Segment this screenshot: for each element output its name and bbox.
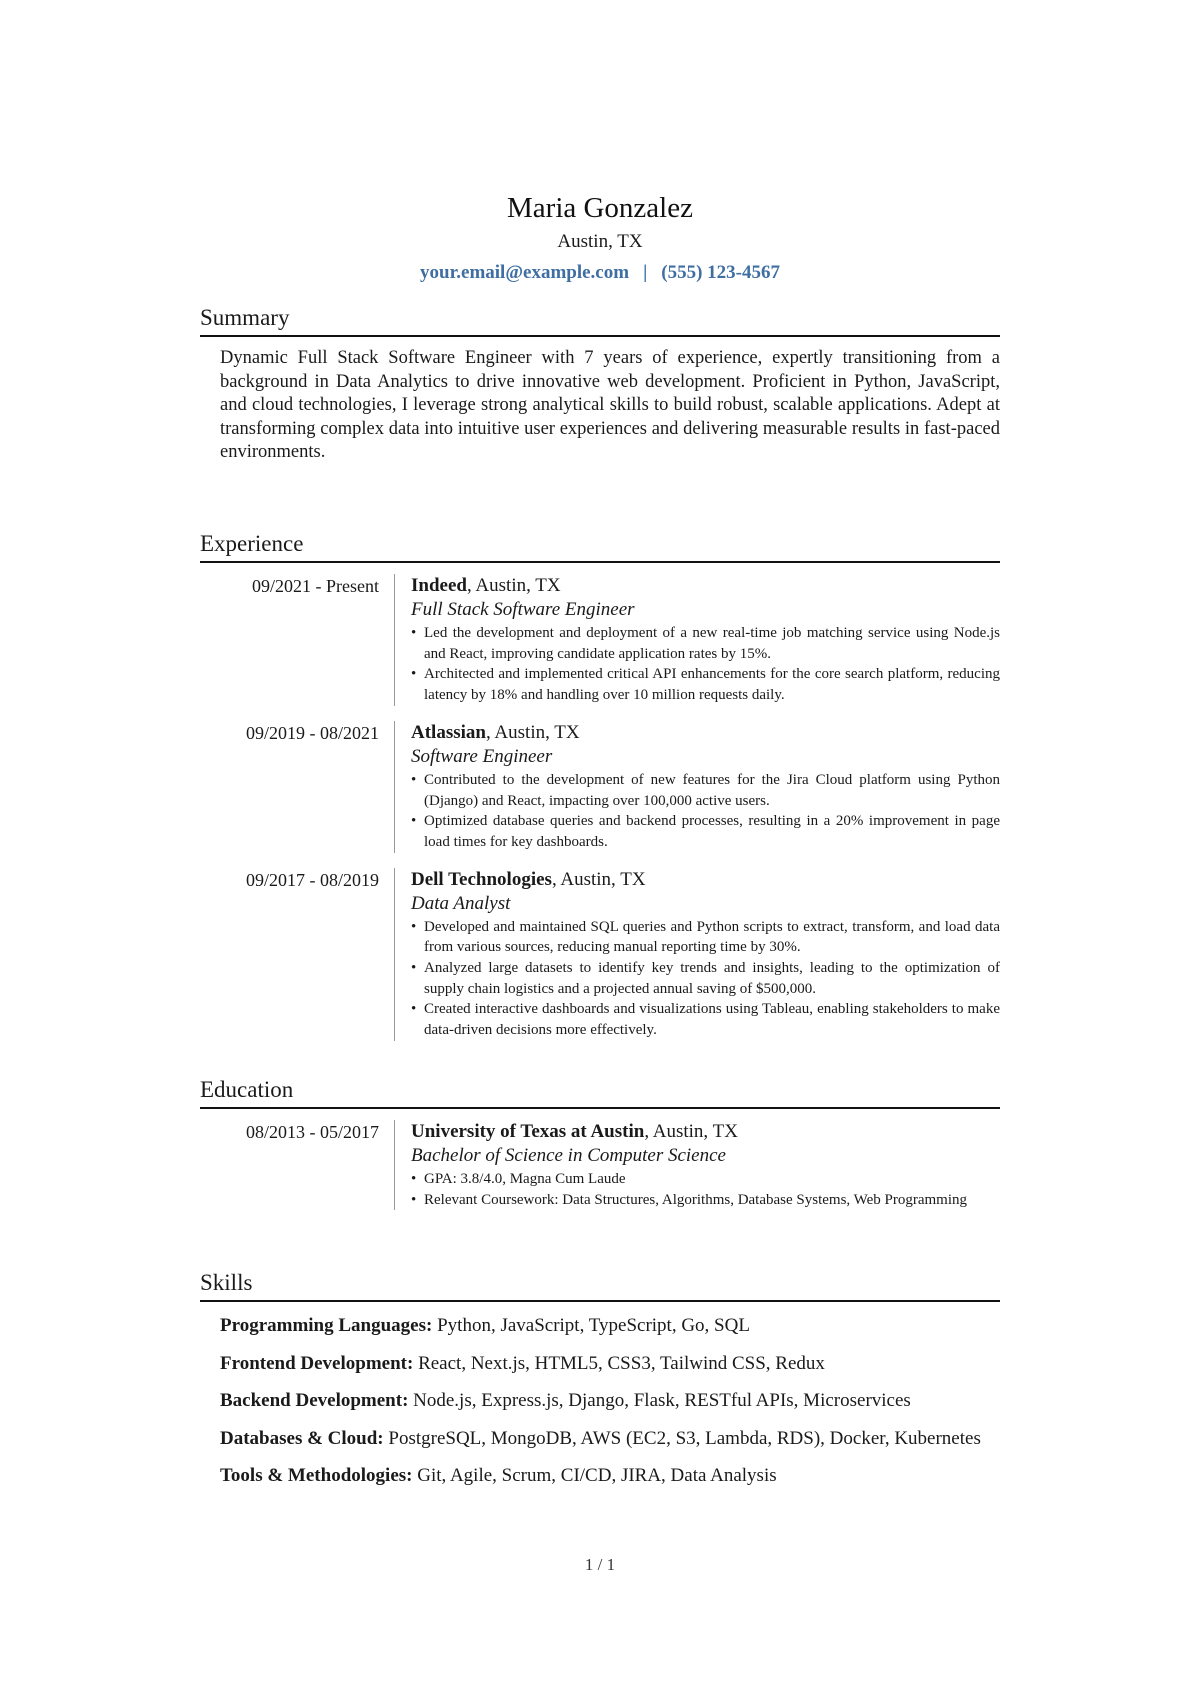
candidate-location: Austin, TX <box>557 231 643 252</box>
education-entry <box>220 1120 1000 1210</box>
skill-label: Frontend Development: <box>220 1352 414 1374</box>
section-title-summary: Summary <box>200 303 1000 337</box>
skill-value: React, Next.js, HTML5, CSS3, Tailwind CSS, Redux <box>413 1352 825 1374</box>
experience-entry <box>220 721 1000 853</box>
summary-text: Dynamic Full Stack Software Engineer with 7 years of experience, expertly transitioning from a background in Data Analytics to drive innovative web development. Proficient in Python, JavaScript, and cloud technologies, I leverage strong analytical skills to build robust, scalable applications. Adept at transforming complex data into intuitive user experiences and delivering measurable results in fast-paced environments. <box>220 348 1000 462</box>
experience-section <box>200 529 1000 1041</box>
bullet-item: • Relevant Coursework: Data Structures, Algorithms, Database Systems, Web Programming <box>411 1191 968 1208</box>
resume-page <box>200 0 1000 1683</box>
skill-row <box>220 1312 1000 1339</box>
entry-dates: 09/2017 - 08/2019 <box>246 869 379 890</box>
resume-header <box>200 190 1000 287</box>
skill-value: Node.js, Express.js, Django, Flask, RESTful APIs, Microservices <box>408 1390 911 1411</box>
company-name: Indeed <box>411 575 467 596</box>
entry-dates: 08/2013 - 05/2017 <box>246 1122 379 1142</box>
section-title-skills: Skills <box>200 1268 1000 1302</box>
skill-label: Backend Development: <box>220 1390 409 1411</box>
job-title: Software Engineer <box>411 745 553 767</box>
bullet-item: • Optimized database queries and backend processes, resulting in a 20% improvement in page load times for key dashboards. <box>411 813 1000 850</box>
skill-value: Python, JavaScript, TypeScript, Go, SQL <box>432 1315 750 1336</box>
bullet-item: • Led the development and deployment of a new real-time job matching service using Node.js and React, improving candidate application rates by 15%. <box>411 625 1000 662</box>
job-title: Data Analyst <box>411 892 511 914</box>
degree-title: Bachelor of Science in Computer Science <box>411 1145 726 1166</box>
skill-label: Programming Languages: <box>220 1315 433 1336</box>
bullet-item: • Contributed to the development of new features for the Jira Cloud platform using Python (Django) and React, impacting over 100,000 active users. <box>411 771 1000 809</box>
phone-link[interactable]: (555) 123-4567 <box>661 262 780 283</box>
school-location: , Austin, TX <box>644 1121 738 1142</box>
section-title-experience: Experience <box>200 529 1000 563</box>
bullet-item: • Analyzed large datasets to identify key trends and insights, leading to the optimization of supply chain logistics and a projected annual saving of $500,000. <box>411 960 1000 997</box>
skill-label: Tools & Methodologies: <box>220 1465 413 1486</box>
experience-entry <box>220 868 1000 1041</box>
company-name: Dell Technologies <box>411 868 552 890</box>
summary-section <box>200 303 1000 465</box>
entry-dates: 09/2019 - 08/2021 <box>246 722 379 743</box>
bullet-item: • GPA: 3.8/4.0, Magna Cum Laude <box>411 1171 626 1187</box>
company-location: , Austin, TX <box>485 721 580 743</box>
contact-separator: | <box>643 262 648 283</box>
skill-label: Databases & Cloud: <box>220 1427 384 1449</box>
skill-row <box>220 1425 1000 1452</box>
bullet-item: • Created interactive dashboards and visualizations using Tableau, enabling stakeholders to make data-driven decisions more effectively. <box>411 1001 1000 1039</box>
bullet-item: • Architected and implemented critical API enhancements for the core search platform, reducing latency by 18% and handling over 10 million requests daily. <box>411 666 1000 704</box>
entry-dates: 09/2021 - Present <box>252 576 379 596</box>
section-title-education: Education <box>200 1075 1000 1109</box>
contact-line <box>200 259 1000 287</box>
page-number: 1 / 1 <box>584 1555 616 1574</box>
skill-row <box>220 1387 1000 1414</box>
skills-section <box>200 1268 1000 1500</box>
company-name: Atlassian <box>411 721 486 743</box>
company-location: , Austin, TX <box>466 575 561 596</box>
experience-entry <box>220 574 1000 706</box>
school-name: University of Texas at Austin <box>411 1121 645 1142</box>
education-section <box>200 1075 1000 1210</box>
skill-value: PostgreSQL, MongoDB, AWS (EC2, S3, Lambda, RDS), Docker, Kubernetes <box>383 1427 981 1449</box>
candidate-name: Maria Gonzalez <box>507 192 693 224</box>
company-location: , Austin, TX <box>551 868 646 890</box>
bullet-item: • Developed and maintained SQL queries and Python scripts to extract, transform, and load data from various sources, reducing manual reporting time by 30%. <box>411 918 1000 956</box>
job-title: Full Stack Software Engineer <box>411 599 635 620</box>
skill-row <box>220 1350 1000 1377</box>
skill-row <box>220 1462 1000 1489</box>
skill-value: Git, Agile, Scrum, CI/CD, JIRA, Data Analysis <box>412 1465 777 1486</box>
email-link[interactable]: your.email@example.com <box>420 262 630 283</box>
